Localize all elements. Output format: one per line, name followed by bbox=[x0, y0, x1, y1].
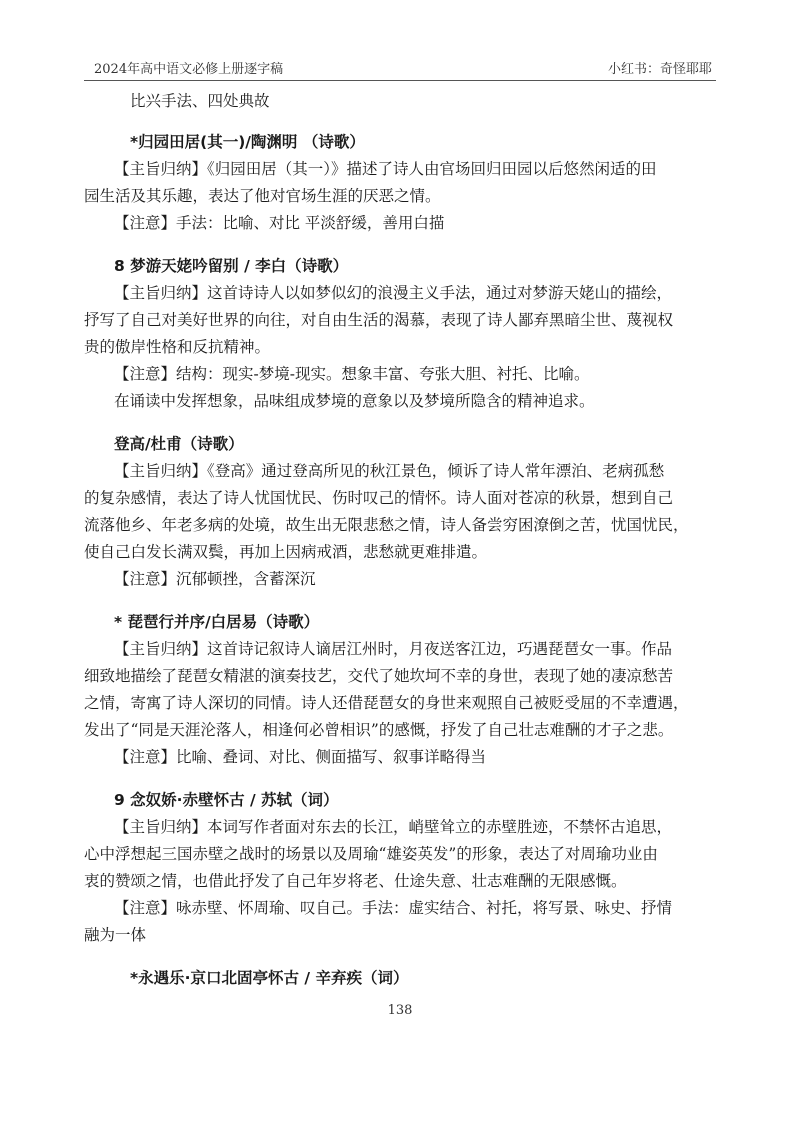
body-line: 贵的傲岸性格和反抗精神。 bbox=[84, 338, 271, 356]
page-header bbox=[84, 58, 716, 81]
page-content bbox=[84, 88, 716, 992]
body-line: 之情，寄寓了诗人深切的同情。诗人还借琵琶女的身世来观照自己被贬受屈的不幸遭遇， bbox=[84, 694, 689, 712]
section-title: * 琵琶行并序/白居易（诗歌） bbox=[114, 613, 320, 631]
section-title: 8 梦游天姥吟留别 / 李白（诗歌） bbox=[114, 257, 349, 275]
header-book-title: 2024年高中语文必修上册逐字稿 bbox=[94, 62, 284, 77]
section-title: 登高/杜甫（诗歌） bbox=[114, 435, 244, 453]
note-line: 在诵读中发挥想象，品味组成梦境的意象以及梦境所隐含的精神追求。 bbox=[114, 392, 595, 410]
body-line: 园生活及其乐趣，表达了他对官场生涯的厌恶之情。 bbox=[84, 187, 441, 205]
body-line: 【主旨归纳】本词写作者面对东去的长江，峭壁耸立的赤壁胜迹，不禁怀古追思， bbox=[114, 818, 673, 836]
page-number: 138 bbox=[387, 1003, 413, 1018]
body-line: 使自己白发长满双鬓，再加上因病戒酒，悲愁就更难排遣。 bbox=[84, 543, 488, 561]
note-line: 【注意】沉郁顿挫，含蓄深沉 bbox=[114, 570, 316, 588]
body-line: 衷的赞颂之情，也借此抒发了自己年岁将老、仕途失意、壮志难酬的无限感慨。 bbox=[84, 872, 627, 890]
section-title: 9 念奴娇·赤壁怀古 / 苏轼（词） bbox=[114, 791, 339, 809]
intro-line: 比兴手法、四处典故 bbox=[130, 92, 270, 110]
body-line: 的复杂感情，表达了诗人忧国忧民、伤时叹己的情怀。诗人面对苍凉的秋景，想到自己 bbox=[84, 489, 674, 507]
body-line: 融为一体 bbox=[84, 926, 147, 944]
section-title: *永遇乐·京口北固亭怀古 / 辛弃疾（词） bbox=[130, 969, 409, 987]
body-line: 【主旨归纳】这首诗诗人以如梦似幻的浪漫主义手法，通过对梦游天姥山的描绘， bbox=[114, 284, 673, 302]
body-line: 流落他乡、年老多病的处境，故生出无限悲愁之情，诗人备尝穷困潦倒之苦，忧国忧民， bbox=[84, 516, 689, 534]
header-author: 小红书：奇怪耶耶 bbox=[607, 62, 712, 77]
body-line: 【主旨归纳】这首诗记叙诗人谪居江州时，月夜送客江边，巧遇琵琶女一事。作品 bbox=[114, 640, 673, 658]
body-line: 【主旨归纳】《归园田居（其一）》描述了诗人由官场回归田园以后悠然闲适的田 bbox=[114, 160, 657, 178]
body-line: 心中浮想起三国赤壁之战时的场景以及周瑜“雄姿英发”的形象，表达了对周瑜功业由 bbox=[84, 845, 658, 863]
body-line: 抒写了自己对美好世界的向往，对自由生活的渴慕，表现了诗人鄙弃黑暗尘世、蔑视权 bbox=[84, 311, 674, 329]
note-line: 【注意】咏赤壁、怀周瑜、叹自己。手法：虚实结合、衬托，将写景、咏史、抒情 bbox=[114, 899, 673, 917]
note-line: 【注意】手法：比喻、对比 平淡舒缓，善用白描 bbox=[114, 214, 445, 232]
note-line: 【注意】比喻、叠词、对比、侧面描写、叙事详略得当 bbox=[114, 748, 487, 766]
body-line: 发出了“同是天涯沦落人，相逢何必曾相识”的感慨，抒发了自己壮志难酬的才子之悲。 bbox=[84, 721, 674, 739]
note-line: 【注意】结构：现实-梦境-现实。想象丰富、夸张大胆、衬托、比喻。 bbox=[114, 365, 590, 383]
section-title: *归园田居(其一)/陶渊明 （诗歌） bbox=[130, 133, 365, 151]
body-line: 【主旨归纳】《登高》通过登高所见的秋江景色，倾诉了诗人常年漂泊、老病孤愁 bbox=[114, 462, 665, 480]
body-line: 细致地描绘了琵琶女精湛的演奏技艺，交代了她坎坷不幸的身世，表现了她的凄凉愁苦 bbox=[84, 667, 674, 685]
